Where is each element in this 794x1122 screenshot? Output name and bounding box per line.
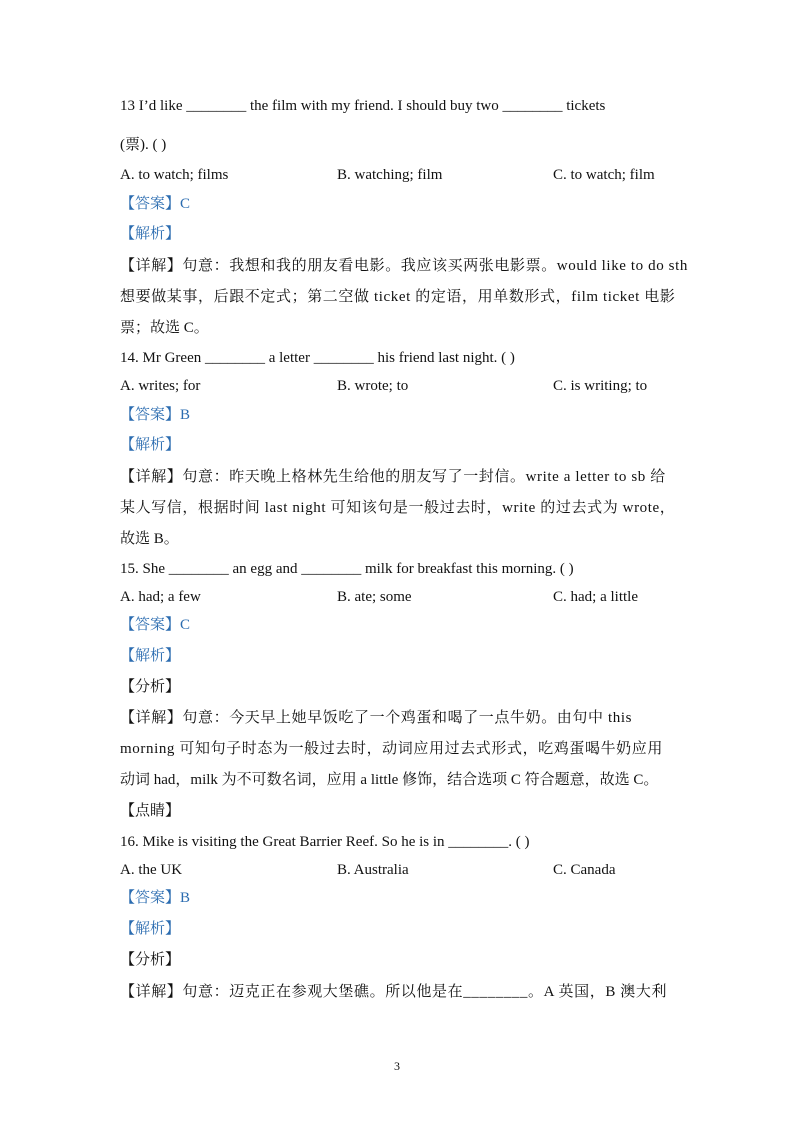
page-number: 3 — [394, 1059, 400, 1073]
q13-analysis-label: 【解析】 — [120, 226, 181, 242]
q15-detail-line1: 【详解】句意：今天早上她早饭吃了一个鸡蛋和喝了一点牛奶。由句中 this — [120, 710, 633, 726]
q14-answer: 【答案】B — [120, 407, 191, 423]
q15-dianjing-label: 【点睛】 — [120, 803, 181, 819]
q15-detail-line2: morning 可知句子时态为一般过去时，动词应用过去式形式，吃鸡蛋喝牛奶应用 — [120, 741, 663, 757]
q14-detail-line1: 【详解】句意：昨天晚上格林先生给他的朋友写了一封信。write a letter to sb 给 — [120, 469, 666, 485]
q13-option-a: A. to watch; films — [120, 167, 229, 183]
q13-detail-line3: 票；故选 C。 — [120, 320, 209, 336]
q15-analysis-label: 【解析】 — [120, 648, 181, 664]
q14-option-c: C. is writing; to — [553, 378, 648, 394]
q14-analysis-label: 【解析】 — [120, 437, 181, 453]
q14-detail-line3: 故选 B。 — [120, 531, 179, 547]
q13-stem-line2: (票). ( ) — [120, 137, 167, 153]
q14-option-b: B. wrote; to — [337, 378, 409, 394]
q14-stem: 14. Mr Green ________ a letter ________ his friend last night. ( ) — [120, 350, 515, 366]
q13-option-c: C. to watch; film — [553, 167, 655, 183]
q15-option-b: B. ate; some — [337, 589, 412, 605]
q13-answer: 【答案】C — [120, 196, 191, 212]
q16-analysis-label: 【解析】 — [120, 921, 181, 937]
q15-option-a: A. had; a few — [120, 589, 201, 605]
q15-stem: 15. She ________ an egg and ________ milk for breakfast this morning. ( ) — [120, 561, 574, 577]
q16-stem: 16. Mike is visiting the Great Barrier Reef. So he is in ________. ( ) — [120, 834, 530, 850]
q13-detail-line1: 【详解】句意：我想和我的朋友看电影。我应该买两张电影票。would like to do sth — [120, 258, 688, 274]
q16-option-c: C. Canada — [553, 862, 616, 878]
q16-detail-line1: 【详解】句意：迈克正在参观大堡礁。所以他是在________。A 英国，B 澳大利 — [120, 984, 668, 1000]
q13-stem-line1: 13 I’d like ________ the film with my friend. I should buy two ________ tickets — [120, 98, 606, 114]
q16-fenxi-label: 【分析】 — [120, 952, 181, 968]
q16-option-a: A. the UK — [120, 862, 183, 878]
q16-answer: 【答案】B — [120, 890, 191, 906]
q13-detail-line2: 想要做某事，后跟不定式；第二空做 ticket 的定语，用单数形式，film ticket 电影 — [120, 289, 676, 305]
q13-option-b: B. watching; film — [337, 167, 443, 183]
q15-answer: 【答案】C — [120, 617, 191, 633]
q16-option-b: B. Australia — [337, 862, 409, 878]
q14-detail-line2: 某人写信，根据时间 last night 可知该句是一般过去时，write 的过去式为 wrote， — [120, 500, 676, 516]
q14-option-a: A. writes; for — [120, 378, 201, 394]
q15-option-c: C. had; a little — [553, 589, 638, 605]
q15-fenxi-label: 【分析】 — [120, 679, 181, 695]
q15-detail-line3: 动词 had，milk 为不可数名词，应用 a little 修饰，结合选项 C 符合题意，故选 C。 — [120, 772, 659, 788]
